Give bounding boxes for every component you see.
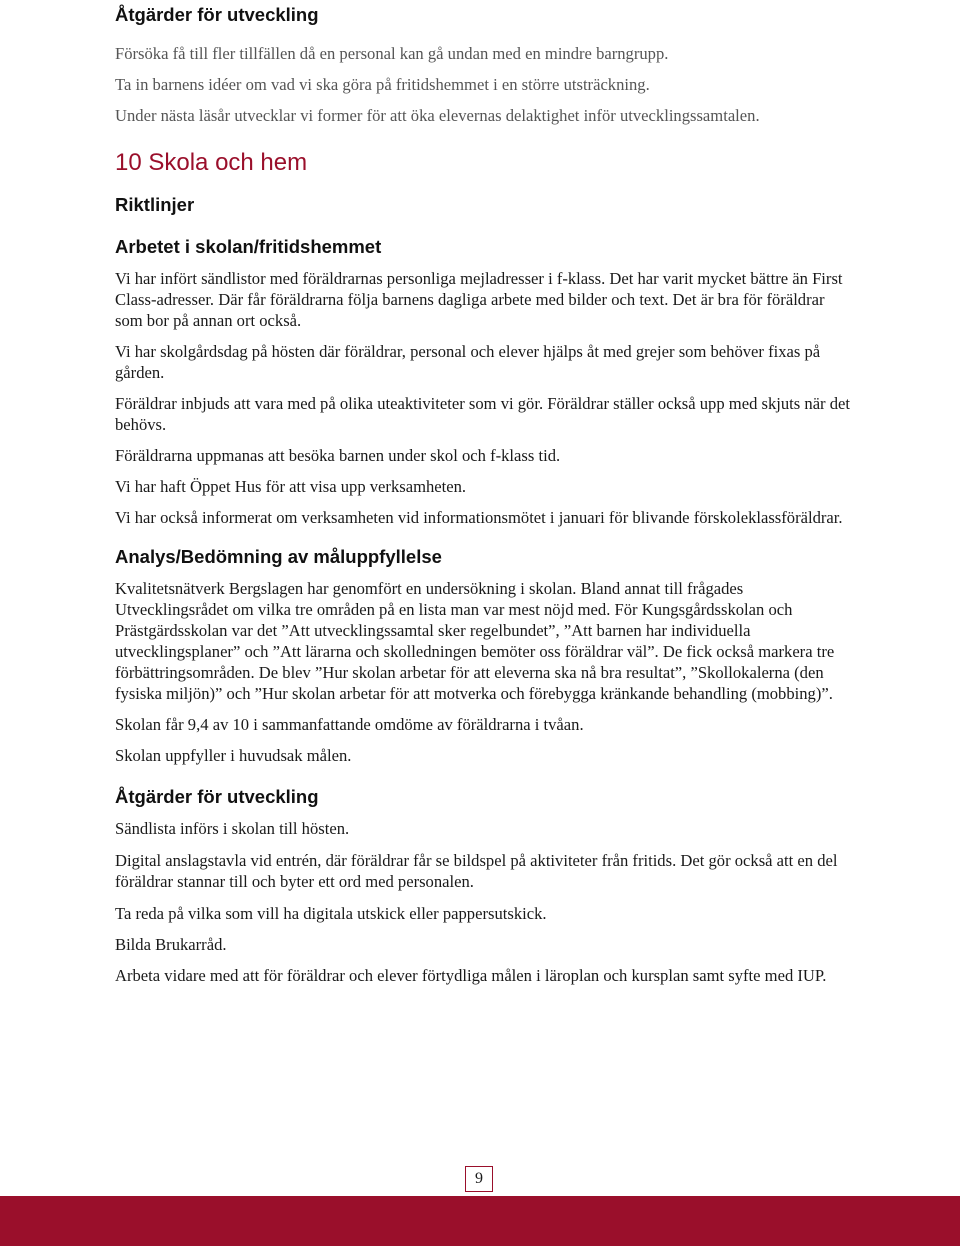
atgarder-paragraph: Arbeta vidare med att för föräldrar och elever förtydliga målen i läroplan och kursplan samt syfte med IUP. — [115, 966, 827, 985]
analys-heading: Analys/Bedömning av måluppfyllelse — [115, 546, 442, 567]
atgarder-line: Under nästa läsår utvecklar vi former för att öka elevernas delaktighet inför utvecklingssamtalen. — [115, 106, 760, 125]
atgarder-paragraph: Digital anslagstavla vid entrén, där föräldrar får se bildspel på aktiviteter från fritids. Det gör också att en del föräldrar stannar till och byter ett ord med personalen. — [115, 851, 838, 891]
atgarder-list — [115, 38, 850, 131]
atgarder-line: Försöka få till fler tillfällen då en personal kan gå undan med en mindre barngrupp. — [115, 44, 669, 63]
chapter-title: 10 Skola och hem — [115, 149, 308, 176]
section-heading-atgarder: Åtgärder för utveckling — [115, 4, 319, 25]
arbetet-paragraph: Vi har haft Öppet Hus för att visa upp verksamheten. — [115, 477, 467, 496]
page-number: 9 — [465, 1166, 493, 1192]
atgarder-paragraph: Bilda Brukarråd. — [115, 935, 227, 954]
footer-bar — [0, 1196, 960, 1246]
page-content — [115, 0, 850, 986]
analys-paragraph: Kvalitetsnätverk Bergslagen har genomfört en undersökning i skolan. Bland annat till frågades Utvecklingsrådet om vilka tre områden på en lista man var mest nöjd med. För Kungsgårdsskolan och Prästgärdsskolan var det ”Att utvecklingssamtal sker regelbundet”, ”Att barnen har individuella utvecklingsplaner” och ”Att lärarna och skolledningen bemöter oss föräldrar väl”. De fick också markera tre förbättringsområden. De blev ”Hur skolan arbetar för att eleverna ska nå bra resultat”, ”Skollokalerna (den fysiska miljön)” och ”Hur skolan arbetar för att motverka och förebygga kränkande behandling (mobbing)”. — [115, 579, 835, 703]
riktlinjer-heading: Riktlinjer — [115, 194, 195, 215]
arbetet-heading: Arbetet i skolan/fritidshemmet — [115, 236, 382, 257]
arbetet-paragraph: Vi har infört sändlistor med föräldrarnas personliga mejladresser i f-klass. Det har varit mycket bättre än First Class-adresser. Där får föräldrarna följa barnens dagliga arbete med bilder och text. Det är bra för föräldrar som bor på annan ort också. — [115, 269, 843, 330]
section-heading-atgarder-2: Åtgärder för utveckling — [115, 786, 319, 807]
arbetet-paragraph: Föräldrarna uppmanas att besöka barnen under skol och f-klass tid. — [115, 446, 561, 465]
arbetet-paragraph: Föräldrar inbjuds att vara med på olika uteaktiviteter som vi gör. Föräldrar ställer också upp med skjuts när det behövs. — [115, 394, 851, 434]
atgarder-paragraph: Ta reda på vilka som vill ha digitala utskick eller pappersutskick. — [115, 904, 547, 923]
analys-paragraph: Skolan får 9,4 av 10 i sammanfattande omdöme av föräldrarna i tvåan. — [115, 715, 584, 734]
arbetet-paragraph: Vi har också informerat om verksamheten vid informationsmötet i januari för blivande förskoleklassföräldrar. — [115, 508, 843, 527]
atgarder-line: Ta in barnens idéer om vad vi ska göra på fritidshemmet i en större utsträckning. — [115, 75, 650, 94]
analys-paragraph: Skolan uppfyller i huvudsak målen. — [115, 746, 352, 765]
atgarder-paragraph: Sändlista införs i skolan till hösten. — [115, 819, 350, 838]
arbetet-paragraph: Vi har skolgårdsdag på hösten där föräldrar, personal och elever hjälps åt med grejer som behöver fixas på gården. — [115, 342, 821, 382]
